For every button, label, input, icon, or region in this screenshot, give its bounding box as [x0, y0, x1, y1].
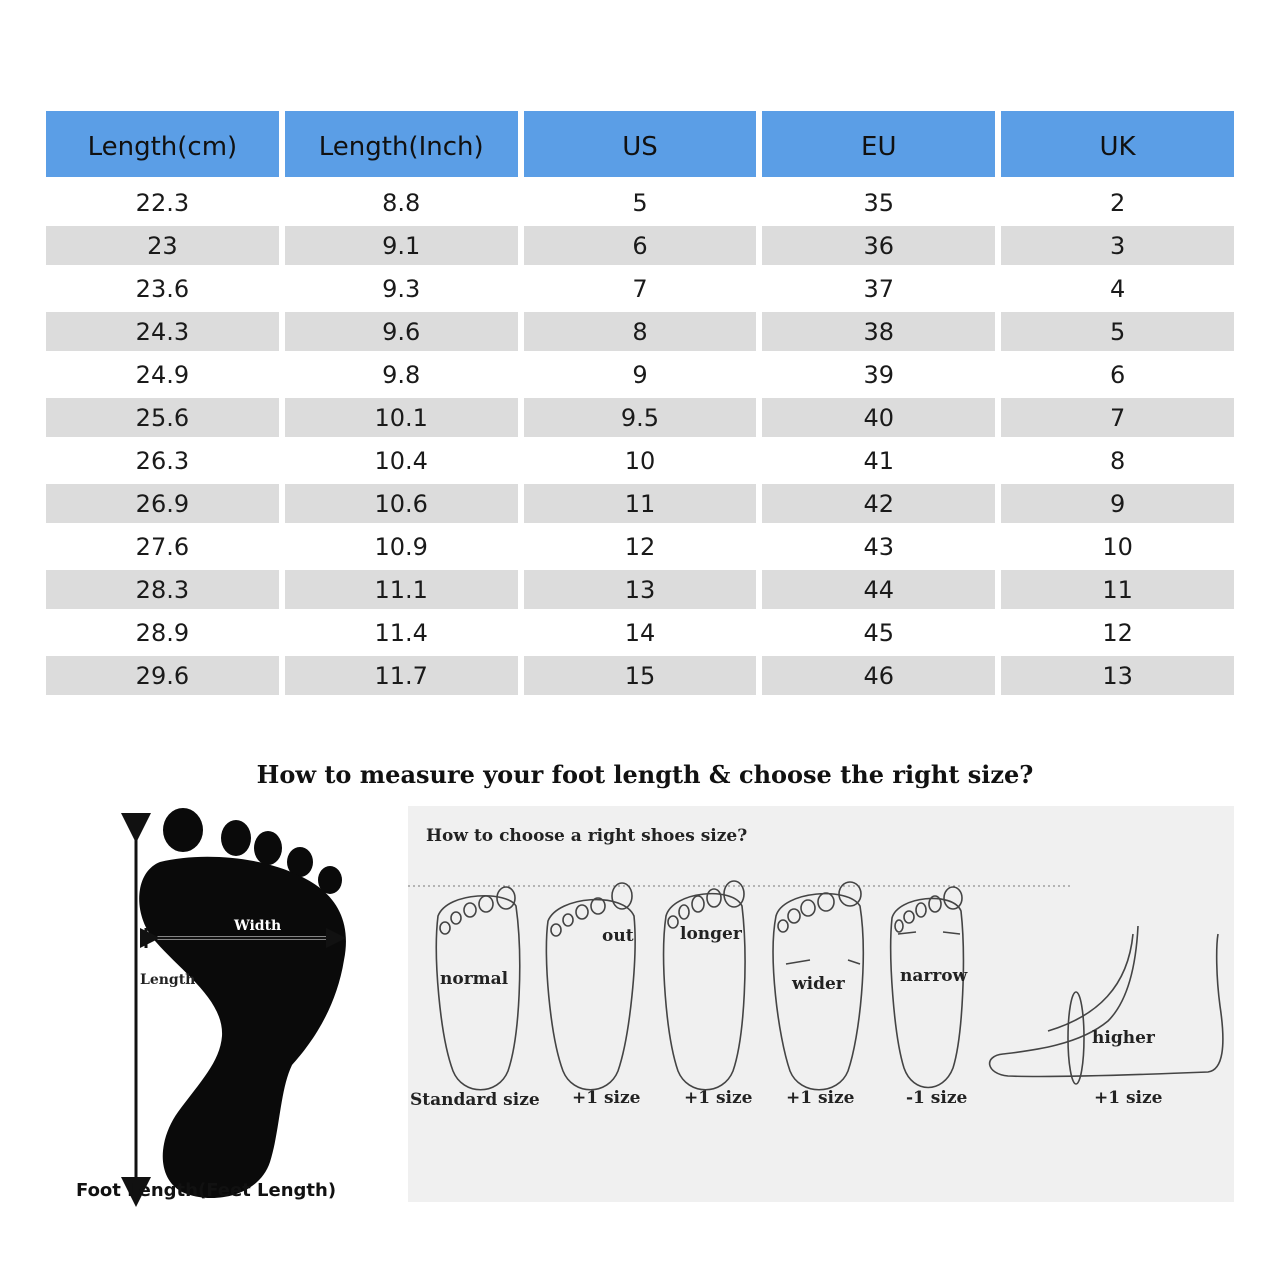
cell-length-cm: 23.6 — [46, 269, 279, 308]
cell-us: 15 — [524, 656, 757, 695]
cell-eu: 37 — [762, 269, 995, 308]
header-uk: UK — [1001, 111, 1234, 177]
cell-length-inch: 9.8 — [285, 355, 518, 394]
table-body — [46, 183, 1234, 695]
table-row — [46, 226, 1234, 265]
cell-length-cm: 24.3 — [46, 312, 279, 351]
cell-eu: 42 — [762, 484, 995, 523]
cell-us: 10 — [524, 441, 757, 480]
cell-uk: 9 — [1001, 484, 1234, 523]
cell-us: 8 — [524, 312, 757, 351]
cell-length-inch: 11.7 — [285, 656, 518, 695]
cell-length-inch: 9.1 — [285, 226, 518, 265]
cell-uk: 6 — [1001, 355, 1234, 394]
cell-eu: 46 — [762, 656, 995, 695]
table-row — [46, 269, 1234, 308]
cell-length-cm: 24.9 — [46, 355, 279, 394]
table-row — [46, 527, 1234, 566]
foot-label-out: out — [602, 926, 634, 946]
cell-length-inch: 11.4 — [285, 613, 518, 652]
cell-length-inch: 9.3 — [285, 269, 518, 308]
cell-length-cm: 26.3 — [46, 441, 279, 480]
cell-length-inch: 10.1 — [285, 398, 518, 437]
header-length-cm: Length(cm) — [46, 111, 279, 177]
size-note-out: +1 size — [572, 1088, 641, 1108]
cell-eu: 40 — [762, 398, 995, 437]
cell-us: 11 — [524, 484, 757, 523]
cell-length-inch: 10.4 — [285, 441, 518, 480]
cell-us: 13 — [524, 570, 757, 609]
table-header-row — [46, 111, 1234, 177]
cell-length-cm: 22.3 — [46, 183, 279, 222]
foot-label-narrow: narrow — [900, 966, 968, 986]
size-note-narrow: -1 size — [906, 1088, 968, 1108]
foot-caption: Foot Length(Feet Length) — [76, 1180, 337, 1201]
cell-eu: 41 — [762, 441, 995, 480]
cell-us: 5 — [524, 183, 757, 222]
cell-length-inch: 10.6 — [285, 484, 518, 523]
table-row — [46, 398, 1234, 437]
header-us: US — [524, 111, 757, 177]
cell-us: 9 — [524, 355, 757, 394]
guide-title: How to choose a right shoes size? — [426, 826, 748, 846]
header-eu: EU — [762, 111, 995, 177]
cell-length-cm: 27.6 — [46, 527, 279, 566]
size-note-normal: Standard size — [410, 1090, 540, 1110]
size-table — [46, 111, 1234, 699]
cell-eu: 44 — [762, 570, 995, 609]
foot-label-wider: wider — [792, 974, 845, 994]
big-toe-icon — [163, 808, 203, 852]
cell-us: 12 — [524, 527, 757, 566]
cell-length-cm: 28.9 — [46, 613, 279, 652]
table-row — [46, 441, 1234, 480]
foot-label-longer: longer — [680, 924, 742, 944]
cell-uk: 10 — [1001, 527, 1234, 566]
size-guide-panel — [408, 806, 1234, 1202]
cell-length-inch: 8.8 — [285, 183, 518, 222]
cell-us: 9.5 — [524, 398, 757, 437]
table-row — [46, 183, 1234, 222]
table-row — [46, 570, 1234, 609]
length-label: Length — [140, 972, 196, 988]
width-label: Width — [234, 918, 282, 934]
cell-us: 7 — [524, 269, 757, 308]
size-note-longer: +1 size — [684, 1088, 753, 1108]
table-row — [46, 355, 1234, 394]
cell-length-cm: 26.9 — [46, 484, 279, 523]
measure-title: How to measure your foot length & choose the right size? — [256, 760, 1034, 789]
cell-eu: 43 — [762, 527, 995, 566]
cell-length-inch: 9.6 — [285, 312, 518, 351]
cell-uk: 13 — [1001, 656, 1234, 695]
cell-uk: 11 — [1001, 570, 1234, 609]
cell-uk: 4 — [1001, 269, 1234, 308]
foot-label-normal: normal — [440, 969, 509, 989]
cell-length-cm: 28.3 — [46, 570, 279, 609]
cell-length-inch: 11.1 — [285, 570, 518, 609]
size-note-higher: +1 size — [1094, 1088, 1163, 1108]
cell-eu: 35 — [762, 183, 995, 222]
cell-us: 6 — [524, 226, 757, 265]
table-row — [46, 484, 1234, 523]
cell-uk: 3 — [1001, 226, 1234, 265]
table-row — [46, 656, 1234, 695]
cell-eu: 38 — [762, 312, 995, 351]
table-row — [46, 312, 1234, 351]
cell-uk: 8 — [1001, 441, 1234, 480]
cell-uk: 12 — [1001, 613, 1234, 652]
cell-length-cm: 25.6 — [46, 398, 279, 437]
cell-uk: 7 — [1001, 398, 1234, 437]
cell-length-cm: 23 — [46, 226, 279, 265]
cell-uk: 5 — [1001, 312, 1234, 351]
cell-length-cm: 29.6 — [46, 656, 279, 695]
header-length-inch: Length(Inch) — [285, 111, 518, 177]
foot-measure-diagram — [60, 800, 400, 1210]
cell-uk: 2 — [1001, 183, 1234, 222]
foot-shapes-illustration — [408, 806, 1234, 1202]
cell-eu: 39 — [762, 355, 995, 394]
cell-us: 14 — [524, 613, 757, 652]
table-row — [46, 613, 1234, 652]
cell-eu: 45 — [762, 613, 995, 652]
foot-label-higher: higher — [1092, 1028, 1155, 1048]
foot-silhouette-icon — [60, 800, 400, 1210]
cell-length-inch: 10.9 — [285, 527, 518, 566]
cell-eu: 36 — [762, 226, 995, 265]
size-note-wider: +1 size — [786, 1088, 855, 1108]
